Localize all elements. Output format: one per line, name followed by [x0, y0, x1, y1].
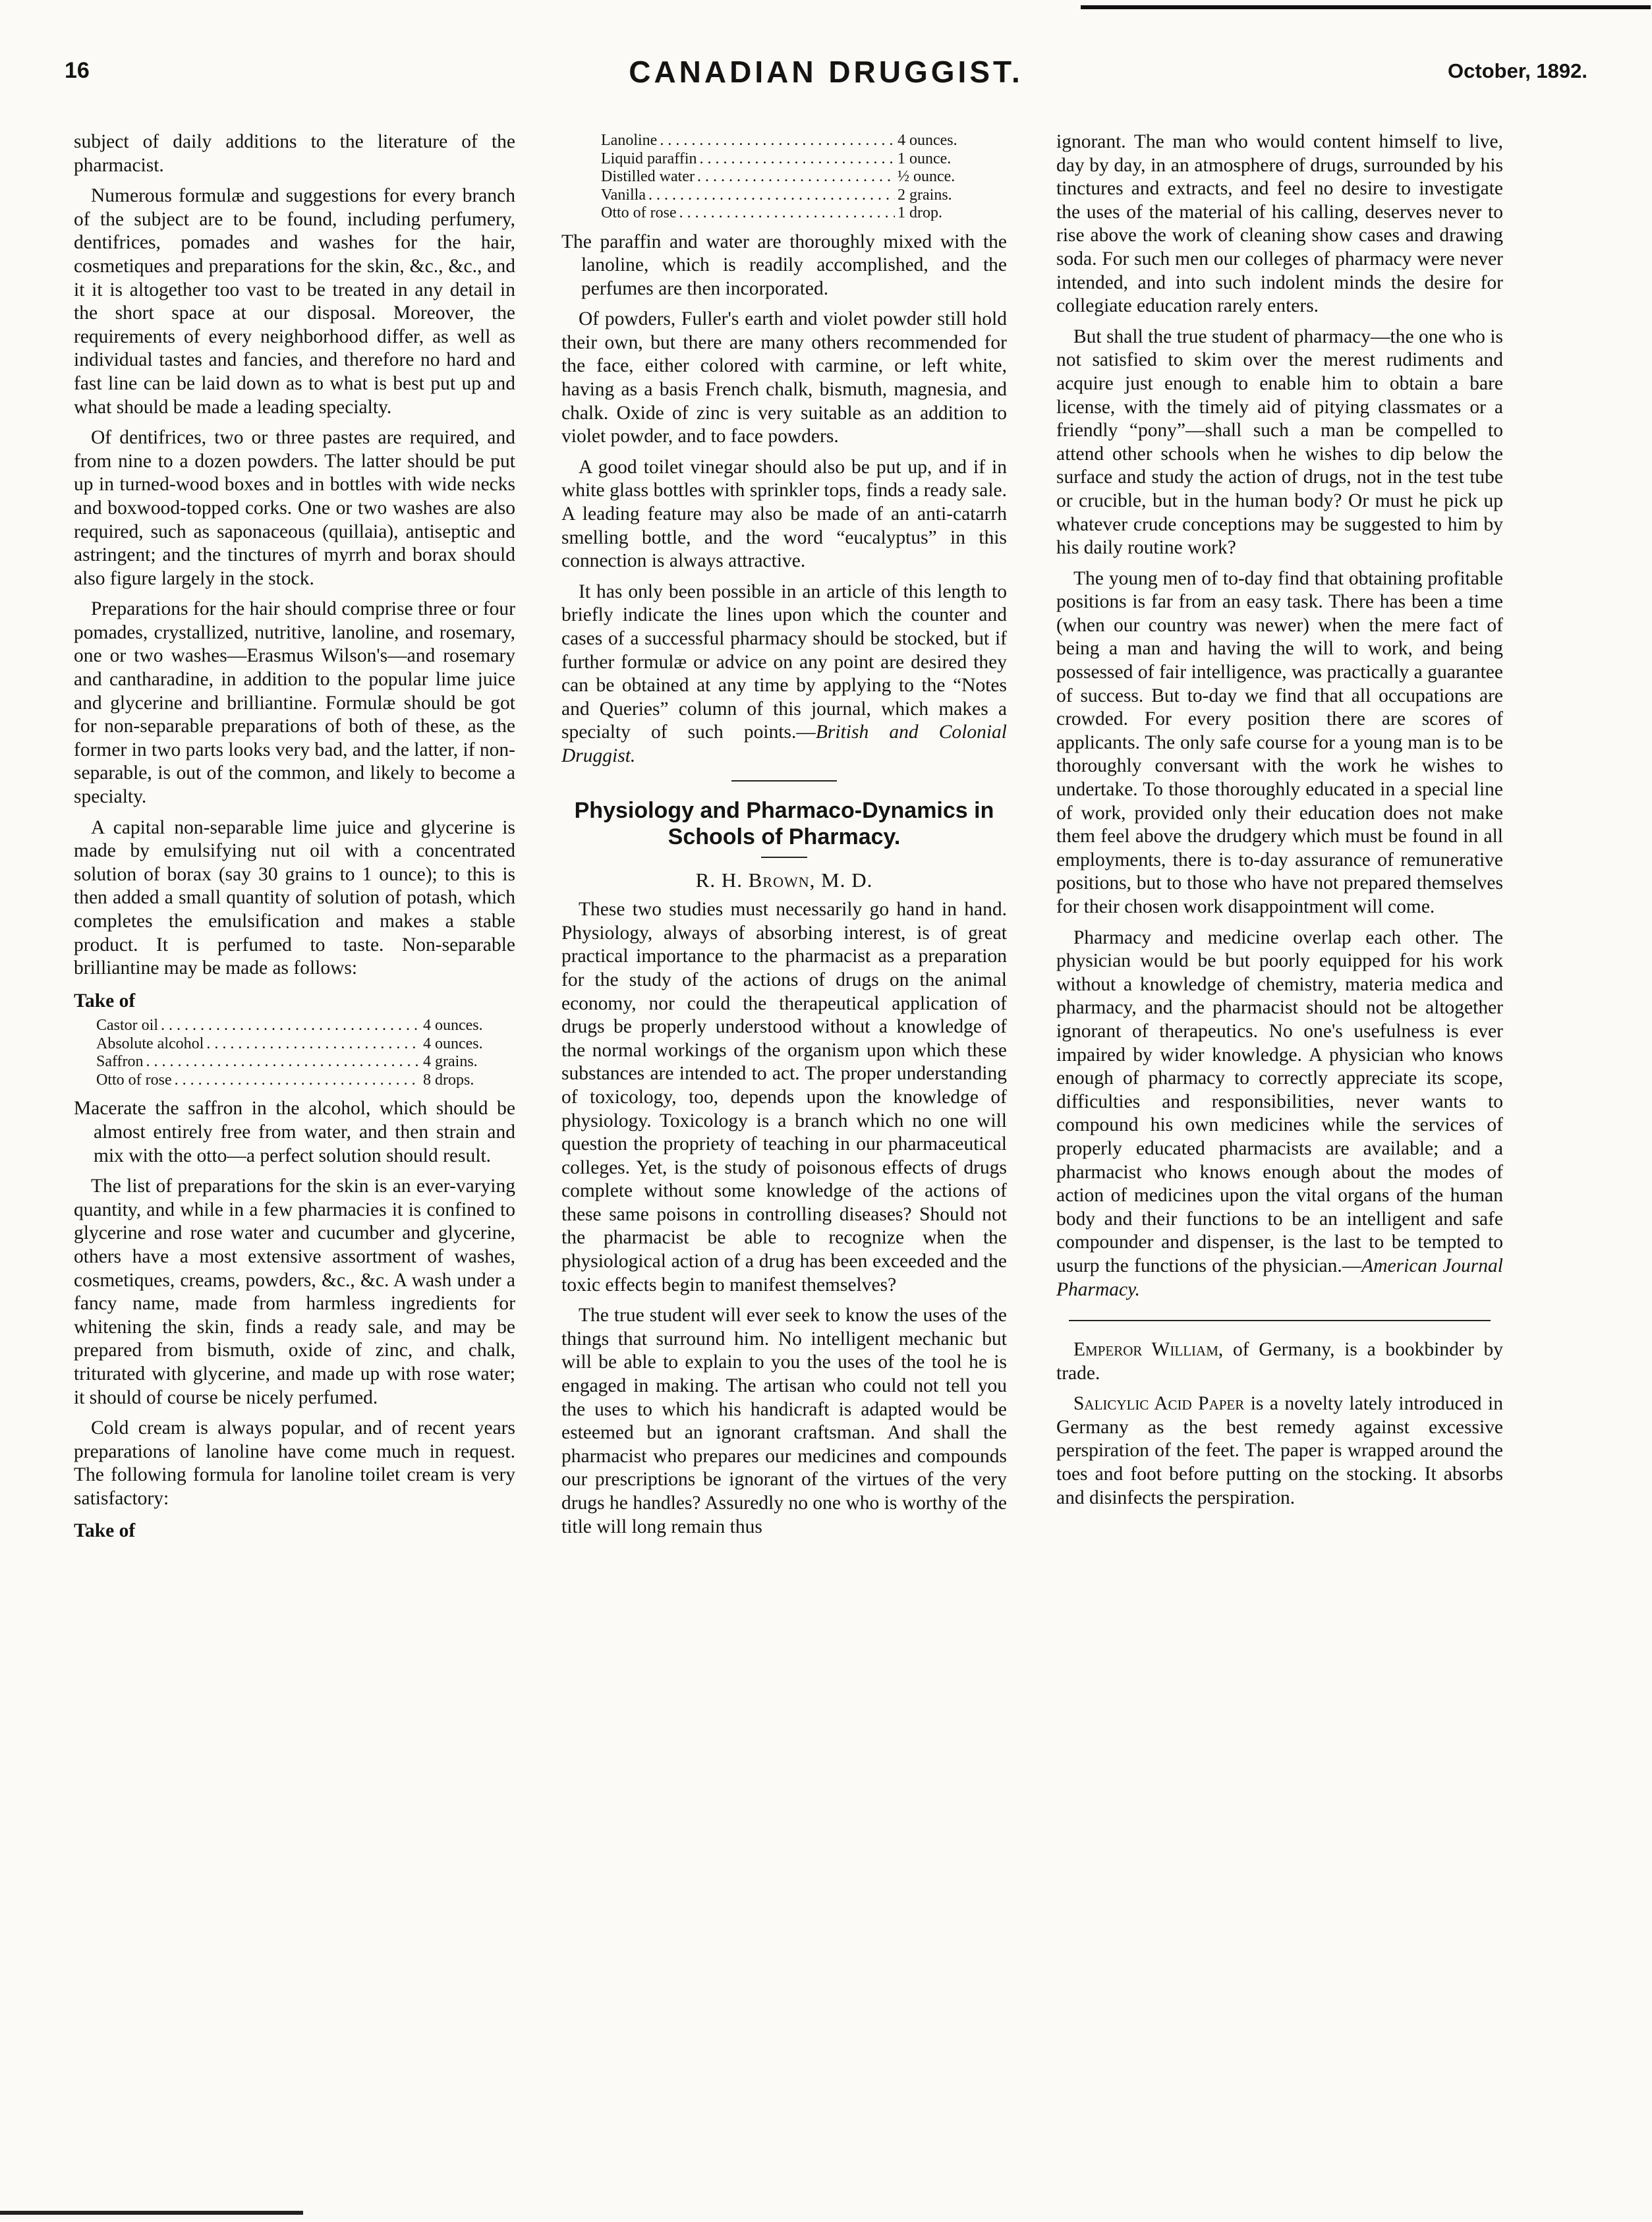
source-citation: American Journal Pharmacy.: [1056, 1255, 1503, 1300]
column-3: [1056, 130, 1503, 1517]
quantity: 1 drop.: [897, 204, 942, 221]
recipe-row: [601, 132, 990, 150]
news-item-lead: Salicylic Acid Paper: [1073, 1393, 1245, 1415]
paragraph: Of powders, Fuller's earth and violet powder still hold their own, but there are many others recommended for the face, either colored with carmine, or left white, having as a basis French chalk, bismuth, magnesia, and chalk. Oxide of zinc is very suitable as an addition to violet powder, and to face powders.: [561, 308, 1007, 447]
news-item: [1056, 1338, 1503, 1385]
page-number: 16: [65, 58, 90, 83]
paragraph: A good toilet vinegar should also be put up, and if in white glass bottles with sprinkler tops, finds a ready sale. A leading feature may also be made of an anti-catarrh smelling bottle, and the word “eucalyptus” in this connection is always attractive.: [561, 456, 1007, 572]
paragraph-text: Pharmacy and medicine overlap each other. The physician would be but poorly equipped for his work without a knowledge of chemistry, materia medica and pharmacy, and the pharmacist should not be altogether ignorant of therapeutics. No one's usefulness is ever impaired by wider knowledge. A physician who knows enough of pharmacy to correctly appreciate its scope, difficulties and responsibilities, never wants to compound his own medicines while the services of properly educated pharmacists are available; and a pharmacist who knows enough about the modes of action of medicines upon the vital organs of the human body and their functions to be an intelligent and safe compounder and dispenser, is the last to be tempted to usurp the functions of the physician.—: [1056, 926, 1503, 1276]
paragraph: Of dentifrices, two or three pastes are required, and from nine to a dozen powders. The latter should be put up in turned-wood boxes and in bottles with wide necks and boxwood-topped corks. One or two washes are also required, such as saponaceous (quillaia), antiseptic and astringent; and the tinctures of myrrh and borax should also figure largely in the stock.: [74, 427, 515, 589]
issue-date: October, 1892.: [1448, 59, 1587, 82]
quantity: 4 ounces.: [423, 1035, 483, 1052]
recipe-row: [96, 1071, 515, 1090]
paragraph-text: It has only been possible in an article of this length to briefly indicate the lines upon which the counter and cases of a successful pharmacy should be stocked, but if further formulæ or advice on any point are desired they can be obtained at any time by applying to the “Notes and Queries” column of this journal, which makes a specialty of such points.—: [561, 581, 1007, 743]
paragraph: But shall the true student of pharmacy—the one who is not satisfied to skim over the merest rudiments and acquire just enough to enable him to obtain a bare license, with the timely aid of pitying classmates or a friendly “pony”—shall such a man be compelled to attend other schools when he wishes to dip below the surface and study the action of drugs, not in the test tube or crucible, but in the human body? Or must he pick up whatever crude conceptions may be suggested to him by his daily routine work?: [1056, 326, 1503, 559]
take-of-label: Take of: [74, 1520, 136, 1542]
section-divider: [731, 780, 837, 782]
paragraph: Cold cream is always popular, and of recent years preparations of lanoline have come much in request. The following formula for lanoline toilet cream is very satisfactory:: [74, 1417, 515, 1509]
paragraph: These two studies must necessarily go hand in hand. Physiology, always of absorbing interest, is of great practical importance to the pharmacist as a preparation for the study of the actions of drugs on the animal economy, nor could the therapeutical application of drugs be properly understood without a knowledge of the normal workings of the organism upon which these substances are intended to act. The proper understanding of toxicology, too, depends upon the knowledge of physiology. Toxicology is a branch which no one will question the propriety of teaching in our pharmaceutical colleges. Yet, is the study of poisonous effects of drugs complete without some knowledge of the actions of these same poisons in controlling diseases? Should not the pharmacist be able to recognize when the physiological action of a drug has been exceeded and the toxic effects begin to manifest themselves?: [561, 899, 1007, 1296]
bottom-border-rule: [0, 2211, 303, 2215]
recipe-row: [601, 204, 990, 223]
recipe-row: [601, 186, 990, 205]
ingredient: Liquid paraffin: [601, 150, 697, 167]
ingredient: Vanilla: [601, 186, 646, 204]
ingredient: Castor oil: [96, 1017, 158, 1035]
paragraph: [1056, 926, 1503, 1302]
recipe-row: [601, 168, 990, 186]
paragraph: Numerous formulæ and suggestions for every branch of the subject are to be found, including perfumery, dentifrices, pomades and washes for the hair, cosmetiques and preparations for the skin, &c., &c., and it it is altogether too vast to be treated in any detail in the short space at our disposal. Moreover, the requirements of every neighborhood differ, as well as individual tastes and fancies, and therefore no hard and fast line can be laid down as to what is best put up and what should be made a leading specialty.: [74, 185, 515, 418]
column-1: [74, 130, 515, 1547]
quantity: 8 drops.: [423, 1071, 474, 1089]
paragraph: The young men of to-day find that obtaining profitable positions is far from an easy task. There has been a time (when our country was newer) when the mere fact of being a man and having the will to work, and being possessed of fair intelligence, was practically a guarantee of success. But to-day we find that all occupations are crowded. For every position there are scores of applicants. The only safe course for a young man is to be thoroughly conversant with the work he wishes to undertake. To those thoroughly educated in a special line of work, provided only their education does not make them feel above the drudgery which must be found in all employments, there is to-day assurance of remunerative positions, but to those who have not prepared themselves for their chosen work disappointment will come.: [1056, 567, 1503, 917]
paragraph: Macerate the saffron in the alcohol, which should be almost entirely free from water, and then strain and mix with the otto—a perfect solution should result.: [74, 1098, 515, 1166]
paragraph: The paraffin and water are thoroughly mixed with the lanoline, which is readily accomplished, and the perfumes are then incorporated.: [561, 231, 1007, 299]
ingredient: Distilled water: [601, 168, 695, 185]
top-border-rule: [1081, 5, 1651, 9]
source-citation: British and Colonial Druggist.: [561, 722, 1007, 766]
news-item: [1056, 1392, 1503, 1510]
article-byline: R. H. Brown, M. D.: [695, 868, 873, 892]
recipe-row: [601, 150, 990, 169]
article-title: Physiology and Pharmaco-Dynamics in Schools of Pharmacy.: [574, 797, 994, 849]
ingredient: Lanoline: [601, 132, 658, 149]
paragraph: [561, 581, 1007, 768]
take-of-label: Take of: [74, 990, 136, 1011]
title-divider: [761, 857, 807, 858]
section-divider: [1069, 1320, 1491, 1321]
recipe-row: [96, 1017, 515, 1035]
lanoline-cream-recipe: [561, 132, 1007, 223]
news-item-text: is a novelty lately introduced in Germany as the best remedy against excessive perspiration of the feet. The paper is wrapped around the toes and foot before putting on the stocking. It absorbs and disinfects the perspiration.: [1056, 1393, 1503, 1508]
recipe-row: [96, 1053, 515, 1071]
paragraph: The list of preparations for the skin is an ever-varying quantity, and while in a few pharmacies it is confined to glycerine and rose water and cucumber and glycerine, others have a most extensive assortment of washes, cosmetiques, creams, powders, &c., &c. A wash under a fancy name, made from harmless ingredients for whitening the skin, finds a ready sale, and may be prepared from bismuth, oxide of zinc, and chalk, triturated with glycerine, and made up with rose water; it should of course be nicely perfumed.: [74, 1176, 515, 1408]
quantity: 4 ounces.: [423, 1017, 483, 1035]
ingredient: Otto of rose: [601, 204, 677, 221]
quantity: 2 grains.: [897, 186, 952, 204]
ingredient: Otto of rose: [96, 1071, 172, 1089]
paragraph: subject of daily additions to the literature of the pharmacist.: [74, 131, 515, 176]
paragraph: A capital non-separable lime juice and glycerine is made by emulsifying nut oil with a concentrated solution of borax (say 30 grains to 1 ounce); to this is then added a small quantity of solution of potash, which completes the emulsification and makes a stable product. It is perfumed to taste. Non-separable brilliantine may be made as follows:: [74, 816, 515, 979]
quantity: ½ ounce.: [897, 168, 955, 185]
paragraph: ignorant. The man who would content himself to live, day by day, in an atmosphere of drugs, surrounded by his tinctures and extracts, and feel no desire to investigate the uses of the material of his calling, deserves never to rise above the work of cleaning show cases and drawing soda. For such men our colleges of pharmacy were never intended, and into such indolent minds the desire for collegiate education rarely enters.: [1056, 131, 1503, 317]
news-item-lead: Emperor William,: [1073, 1339, 1224, 1361]
ingredient: Absolute alcohol: [96, 1035, 204, 1052]
quantity: 4 ounces.: [897, 132, 957, 149]
ingredient: Saffron: [96, 1053, 144, 1071]
paragraph: The true student will ever seek to know the uses of the things that surround him. No intelligent mechanic but will be able to explain to you the uses of the tool he is engaged in making. The artisan who could not tell you the uses to which his handicraft is adapted would be esteemed but an ignorant craftsman. And shall the pharmacist who prepares our medicines and compounds our prescriptions be ignorant of the virtues of the very drugs he handles? Assuredly no one who is worthy of the title will long remain thus: [561, 1305, 1007, 1537]
recipe-row: [96, 1035, 515, 1054]
column-2: [561, 130, 1007, 1546]
journal-title: CANADIAN DRUGGIST.: [629, 55, 1023, 89]
page-header: [65, 55, 1587, 98]
news-item-text: of Germany, is a bookbinder by trade.: [1056, 1339, 1503, 1384]
quantity: 4 grains.: [423, 1053, 478, 1071]
brilliantine-recipe: [74, 1017, 515, 1089]
quantity: 1 ounce.: [897, 150, 952, 167]
paragraph: Preparations for the hair should comprise three or four pomades, crystallized, nutritive, lanoline, and rosemary, one or two washes—Erasmus Wilson's—and rosemary and cantharadine, in addition to the popular lime juice and glycerine and brilliantine. Formulæ should be got for non-separable preparations of both of these, as the former in two parts looks very bad, and the latter, if non-separable, is out of the common, and likely to become a specialty.: [74, 598, 515, 808]
